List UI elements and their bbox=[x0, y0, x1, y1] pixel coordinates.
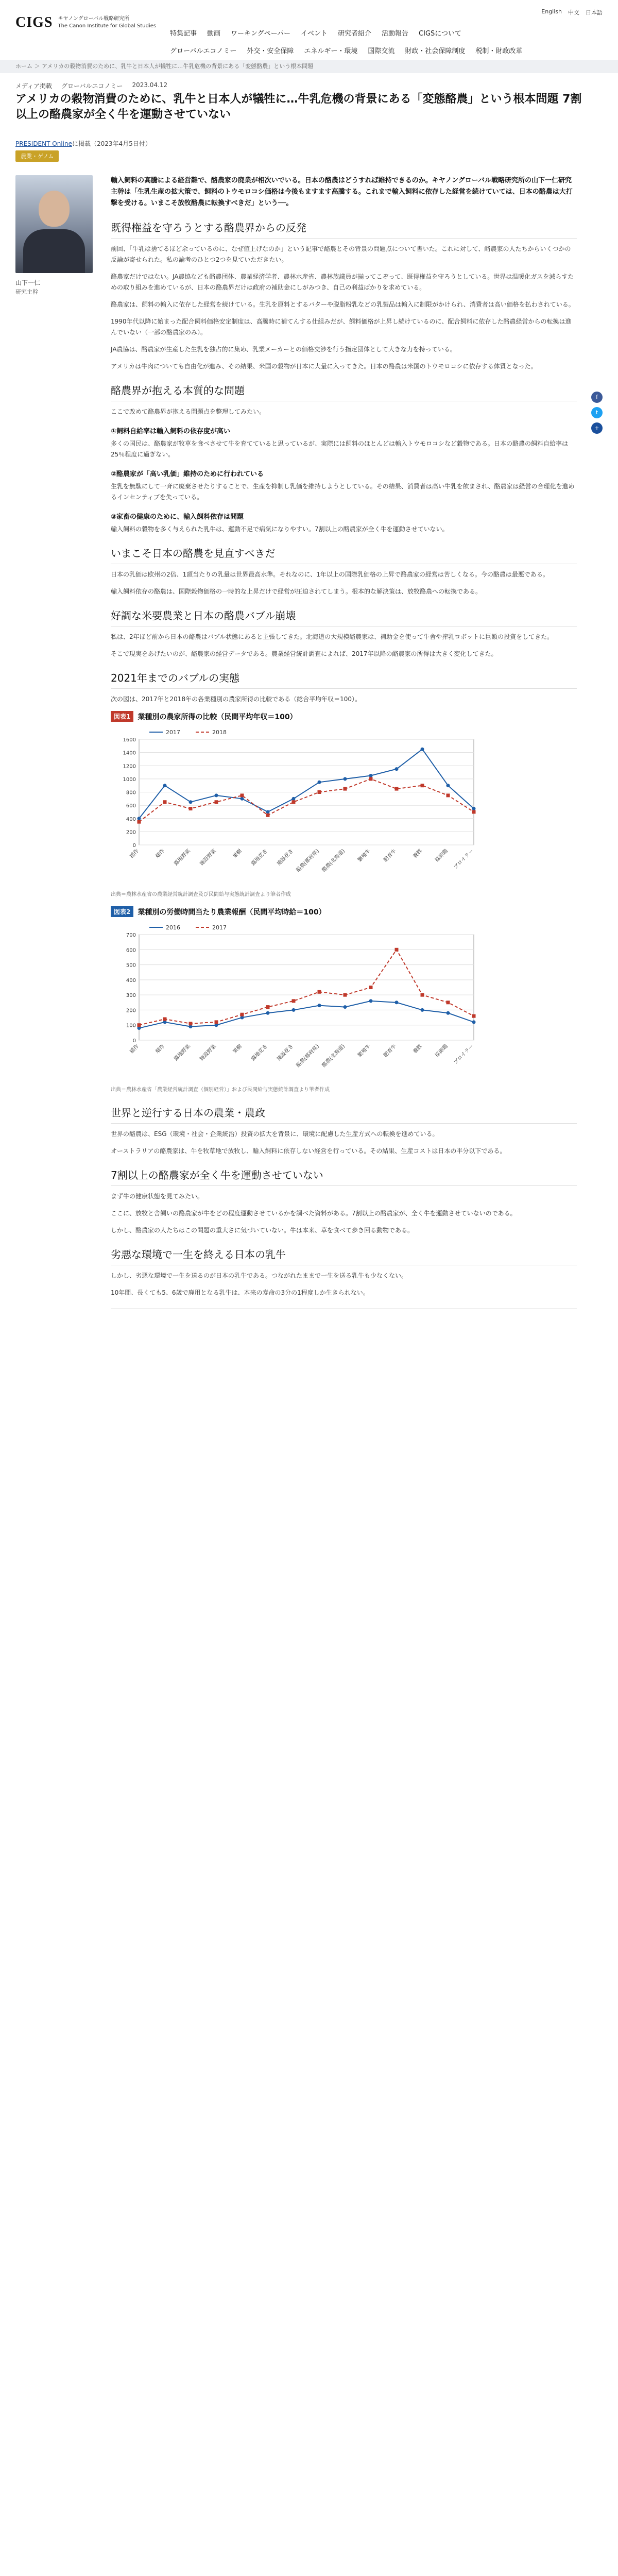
section-heading: 好調な米要農業と日本の酪農バブル崩壊 bbox=[111, 608, 577, 626]
chart-1-point bbox=[163, 784, 167, 787]
chart-1 bbox=[111, 711, 482, 899]
chart-1-xtick-label: 稲作 bbox=[129, 848, 141, 860]
chart-1-point bbox=[189, 807, 193, 810]
chart-2-xtick-label: 養豚 bbox=[412, 1043, 424, 1055]
chart-1-xtick-label: 施設花き bbox=[276, 848, 295, 867]
chart-1-point bbox=[266, 814, 270, 817]
language-switcher bbox=[541, 8, 603, 16]
chart-1-point bbox=[241, 797, 244, 801]
chart-1-point bbox=[292, 800, 296, 804]
chart-2-xtick-label: 酪農(都府県) bbox=[295, 1043, 321, 1069]
paragraph: 生乳を無駄にして一斉に廃棄させたりすることで、生産を抑制し乳価を維持しようとしている。その結果、消費者は高い牛乳を飲まされ、酪農家は経営の合理化を進めるインセンティブを失っている。 bbox=[111, 483, 575, 501]
chart-1-xtick-label: 施設野菜 bbox=[199, 848, 218, 867]
chart-1-point bbox=[215, 800, 218, 804]
chart-2-point bbox=[163, 1018, 167, 1021]
article-lead: 輸入飼料の高騰による経営難で、酪農家の廃業が相次いでいる。日本の酪農はどうすれば維持できるのか。キヤノングローバル戦略研究所の山下一仁研究主幹は「生乳生産の拡大策で、飼料のトウモロコシ価格は今後もますます高騰する。これまで輸入飼料に依存した経営を続けていては、日本の酪農は大打撃を受ける。いまこそ放牧酪農に転換すべきだ」という──。 bbox=[111, 177, 573, 207]
chart-2-point bbox=[395, 948, 399, 952]
paragraph: 前回、「牛乳は捨てるほど余っているのに、なぜ値上げなのか」という記事で酪農とその背景の問題点について書いた。これに対して、酪農家の人たちからいくつかの反論が寄せられた。私の論考のひとつ2つを見ていただきたい。 bbox=[111, 245, 571, 263]
paragraph: 世界の酪農は、ESG（環境・社会・企業統治）投資の拡大を背景に、環境に配慮した生産方式への転換を進めている。 bbox=[111, 1130, 439, 1138]
chart-1-point bbox=[241, 793, 244, 797]
logo-line-2: The Canon Institute for Global Studies bbox=[58, 23, 157, 29]
nav-reports[interactable]: 活動報告 bbox=[382, 30, 409, 38]
chart-2-point bbox=[292, 999, 296, 1003]
article-date: 2023.04.12 bbox=[132, 81, 168, 89]
site-header bbox=[0, 0, 618, 60]
article-subcategory[interactable]: グローバルエコノミー bbox=[61, 82, 123, 90]
chart-2-legend-label: 2016 bbox=[166, 924, 180, 931]
chart-1-point bbox=[472, 807, 476, 810]
chart-2-xtick-label: 酪農(北海道) bbox=[321, 1043, 347, 1069]
section-heading: 世界と逆行する日本の農業・農政 bbox=[111, 1106, 577, 1124]
chart-1-ytick-label: 200 bbox=[126, 829, 136, 836]
section-heading: 2021年までのバブルの実態 bbox=[111, 671, 577, 689]
chart-1-xtick-label: 酪農(北海道) bbox=[321, 848, 347, 874]
chart-2-legend-label: 2017 bbox=[212, 924, 227, 931]
source-rest: に掲載（2023年4月5日付） bbox=[72, 140, 151, 147]
twitter-icon[interactable]: t bbox=[591, 407, 603, 418]
chart-2-point bbox=[472, 1014, 476, 1018]
chart-2-point bbox=[241, 1013, 244, 1016]
chart-2-point bbox=[138, 1023, 141, 1027]
nav-diplomacy[interactable]: 外交・安全保障 bbox=[247, 47, 294, 55]
chart-2-xtick-label: 肥育牛 bbox=[383, 1043, 398, 1059]
article-body bbox=[111, 175, 577, 1309]
paragraph: 輸入飼料依存の酪農は、国際穀物価格の一時的な上昇だけで経営が圧迫されてしまう。根本的な解決策は、放牧酪農への転換である。 bbox=[111, 588, 482, 595]
paragraph: そこで現実をあげたいのが、酪農家の経営データである。農業経営統計調査によれば、2017年以降の酪農家の所得は大きく変化してきた。 bbox=[111, 650, 497, 657]
chart-2-point bbox=[447, 1011, 450, 1015]
paragraph: 酪農家は、飼料の輸入に依存した経営を続けている。生乳を原料とするバターや脱脂粉乳などの乳製品は輸入に制限がかけられ、消費者は高い価格を払わされている。 bbox=[111, 301, 575, 308]
breadcrumb bbox=[0, 60, 618, 73]
chart-1-xtick-label: ブロイラー bbox=[453, 848, 475, 871]
topic-nav bbox=[170, 45, 522, 55]
chart-1-ytick-label: 400 bbox=[126, 816, 136, 822]
nav-tax[interactable]: 税制・財政改革 bbox=[475, 47, 523, 55]
chart-1-point bbox=[163, 800, 167, 804]
chart-2-badge: 図表2 bbox=[111, 906, 133, 917]
chart-1-point bbox=[447, 793, 450, 797]
author-photo bbox=[15, 175, 93, 273]
paragraph: 日本の乳価は欧州の2倍、1頭当たりの乳量は世界最高水準。それなのに、1年以上の国際乳価格の上昇で酪農家の経営は苦しくなる。今の酪農は最悪である。 bbox=[111, 571, 549, 578]
logo-mark: CIGS bbox=[15, 14, 53, 30]
chart-2-label bbox=[111, 906, 482, 917]
chart-1-point bbox=[215, 793, 218, 797]
nav-social-security[interactable]: 財政・社会保障制度 bbox=[405, 47, 466, 55]
chart-1-label bbox=[111, 711, 482, 722]
chart-1-point bbox=[189, 800, 193, 804]
chart-1-ytick-label: 1000 bbox=[123, 776, 136, 783]
lang-chinese[interactable]: 中文 bbox=[568, 9, 579, 16]
logo-text bbox=[58, 15, 156, 30]
chart-1-point bbox=[421, 748, 424, 751]
chart-2-point bbox=[318, 1004, 321, 1007]
chart-2-point bbox=[421, 993, 424, 997]
paragraph: しかし、劣悪な環境で一生を送るのが日本の乳牛である。つながれたままで一生を送る乳牛も少なくない。 bbox=[111, 1272, 408, 1279]
paragraph: 1990年代以降に始まった配合飼料価格安定制度は、高騰時に補てんする仕組みだが、飼料価格が上昇し続けているのに、配合飼料に依存した酪農経営からの転換は進んでいない（一部の酪農家のみ）。 bbox=[111, 318, 572, 336]
chart-1-point bbox=[395, 767, 399, 771]
paragraph: 私は、2年ほど前から日本の酪農はバブル状態にあると主張してきた。北海道の大規模酪農家は、補助金を使って牛舎や搾乳ロボットに巨額の投資をしてきた。 bbox=[111, 633, 554, 640]
breadcrumb-text[interactable]: ホーム ＞ アメリカの穀物消費のために、乳牛と日本人が犠牲に…牛乳危機の背景にある「変態酪農」という根本問題 bbox=[15, 63, 314, 70]
chart-2-point bbox=[421, 1008, 424, 1012]
chart-2-ytick-label: 300 bbox=[126, 993, 136, 999]
chart-2-title: 業種別の労働時間当たり農業報酬（民間平均時給＝100） bbox=[138, 908, 326, 917]
chart-1-ytick-label: 0 bbox=[132, 843, 136, 849]
chart-2-point bbox=[395, 1001, 399, 1004]
nav-international[interactable]: 国際交流 bbox=[368, 47, 395, 55]
chart-2-xtick-label: 採卵鶏 bbox=[434, 1043, 450, 1059]
chart-1-point bbox=[369, 777, 373, 781]
chart-1-point bbox=[472, 810, 476, 814]
chart-2-source: 出典＝農林水産省「農業経営統計調査（個別経営）」および民間給与実態統計調査より筆者作成 bbox=[111, 1087, 330, 1093]
chart-2-ytick-label: 500 bbox=[126, 962, 136, 969]
chart-1-xtick-label: 露地野菜 bbox=[173, 848, 192, 867]
chart-2-ytick-label: 400 bbox=[126, 977, 136, 984]
chart-2-ytick-label: 700 bbox=[126, 933, 136, 938]
nav-video[interactable]: 動画 bbox=[207, 30, 221, 38]
chart-2-point bbox=[369, 986, 373, 989]
chart-1-point bbox=[138, 820, 141, 824]
chart-2-point bbox=[369, 999, 373, 1003]
chart-1-point bbox=[318, 790, 321, 794]
chart-2-point bbox=[189, 1022, 193, 1025]
nav-working-paper[interactable]: ワーキングペーパー bbox=[231, 30, 290, 38]
paragraph: ここに、放牧と舎飼いの酪農家が牛をどの程度運動させているかを調べた資料がある。7割以上の酪農家が、全く牛を運動させていないのである。 bbox=[111, 1210, 517, 1217]
chart-1-point bbox=[138, 817, 141, 820]
chart-1-ytick-label: 800 bbox=[126, 790, 136, 796]
subheading: ③家畜の健康のために、輸入飼料依存は問題 bbox=[111, 513, 244, 521]
chart-2-xtick-label: 稲作 bbox=[129, 1043, 141, 1055]
chart-1-source: 出典＝農林水産省の農業経営統計調査及び民間給与実態統計調査より筆者作成 bbox=[111, 892, 291, 897]
share-bar bbox=[591, 392, 603, 434]
chart-1-xtick-label: 養豚 bbox=[412, 848, 424, 860]
paragraph: JA農協は、酪農家が生産した生乳を独占的に集め、乳業メーカーとの価格交渉を行う指定団体として大きな力を持っている。 bbox=[111, 346, 456, 353]
chart-2-xtick-label: 施設野菜 bbox=[199, 1043, 218, 1062]
paragraph: 酪農家だけではない。JA農協なども酪農団体、農業経済学者、農林水産省、農林族議員が揃ってこぞって、既得権益を守ろうとしている。世界は温暖化ガスを減らすための取り組みを進めているが、日本の酪農界だけは政府の補助金にしがみつき、自己の利益ばかりを求めている。 bbox=[111, 273, 574, 291]
chart-2-point bbox=[344, 993, 347, 997]
chart-2-ytick-label: 600 bbox=[126, 947, 136, 954]
lang-japanese[interactable]: 日本語 bbox=[586, 9, 603, 16]
chart-2-point bbox=[266, 1011, 270, 1015]
chart-2-point bbox=[447, 1001, 450, 1004]
chart-1-title: 業種別の農家所得の比較（民間平均年収＝100） bbox=[138, 713, 297, 721]
paragraph: 10年間、長くても5、6歳で廃用となる乳牛は、本来の寿命の3分の1程度しか生きられない。 bbox=[111, 1289, 369, 1296]
paragraph: まず牛の健康状態を見てみたい。 bbox=[111, 1193, 204, 1200]
chart-2-point bbox=[292, 1008, 296, 1012]
chart-1-legend-label: 2017 bbox=[166, 729, 180, 736]
section-heading: 7割以上の酪農家が全く牛を運動させていない bbox=[111, 1168, 577, 1186]
section-heading: いまこそ日本の酪農を見直すべきだ bbox=[111, 546, 577, 564]
page-title: アメリカの穀物消費のために、乳牛と日本人が犠牲に…牛乳危機の背景にある「変態酪農」という根本問題 7割以上の酪農家が全く牛を運動させていない bbox=[15, 93, 582, 121]
section-heading: 酪農界が抱える本質的な問題 bbox=[111, 383, 577, 401]
paragraph: ここで改めて酪農界が抱える問題点を整理してみたい。 bbox=[111, 408, 266, 415]
chart-2-ytick-label: 200 bbox=[126, 1008, 136, 1014]
chart-1-xtick-label: 繁殖牛 bbox=[357, 848, 372, 863]
chart-1-point bbox=[369, 774, 373, 777]
paragraph: 輸入飼料の穀物を多く与えられた乳牛は、運動不足で病気になりやすい。7割以上の酪農家が全く牛を運動させていない。 bbox=[111, 526, 449, 533]
topic-tag[interactable]: 農業・ゲノム bbox=[15, 150, 59, 162]
paragraph: 多くの国民は、酪農家が牧草を食べさせて牛を育てていると思っているが、実際には飼料のほとんどは輸入トウモロコシなど穀物である。日本の酪農の飼料自給率は25％程度に過ぎない。 bbox=[111, 440, 569, 458]
chart-1-ytick-label: 600 bbox=[126, 803, 136, 809]
chart-1-point bbox=[447, 784, 450, 787]
author-name[interactable]: 山下一仁 bbox=[15, 279, 41, 286]
chart-2-ytick-label: 0 bbox=[132, 1038, 136, 1044]
chart-1-legend bbox=[149, 729, 227, 736]
chart-1-xtick-label: 酪農(都府県) bbox=[295, 848, 321, 874]
paragraph: 次の図は、2017年と2018年の各業種別の農家所得の比較である（総合平均年収＝100）。 bbox=[111, 696, 361, 703]
chart-2-svg bbox=[111, 919, 482, 1084]
chart-1-xtick-label: 畑作 bbox=[154, 848, 166, 860]
author-role: 研究主幹 bbox=[15, 289, 38, 295]
article-category[interactable]: メディア掲載 bbox=[15, 82, 53, 90]
source-link[interactable]: PRESIDENT Online bbox=[15, 140, 72, 147]
nav-energy[interactable]: エネルギー・環境 bbox=[304, 47, 358, 55]
section-heading: 劣悪な環境で一生を終える日本の乳牛 bbox=[111, 1247, 577, 1265]
nav-featured[interactable]: 特集記事 bbox=[170, 30, 197, 38]
chart-1-point bbox=[395, 787, 399, 791]
chart-1-point bbox=[266, 810, 270, 814]
facebook-icon[interactable]: f bbox=[591, 392, 603, 403]
primary-nav bbox=[170, 28, 461, 38]
site-logo[interactable] bbox=[15, 14, 156, 31]
nav-about[interactable]: CIGSについて bbox=[419, 30, 462, 38]
subheading: ①飼料自給率は輸入飼料の依存度が高い bbox=[111, 428, 231, 435]
article-source bbox=[15, 139, 151, 148]
chart-2-point bbox=[266, 1005, 270, 1009]
chart-1-xtick-label: 露地花き bbox=[250, 848, 269, 867]
chart-2 bbox=[111, 906, 482, 1094]
article-meta bbox=[15, 81, 167, 90]
chart-2-point bbox=[215, 1020, 218, 1024]
nav-researchers[interactable]: 研究者紹介 bbox=[338, 30, 372, 38]
author-photo-suit bbox=[23, 229, 85, 273]
chart-2-xtick-label: 施設花き bbox=[276, 1043, 295, 1062]
chart-1-ytick-label: 1400 bbox=[123, 750, 136, 756]
chart-2-ytick-label: 100 bbox=[126, 1023, 136, 1029]
chart-1-ytick-label: 1600 bbox=[123, 737, 136, 743]
chart-1-point bbox=[344, 787, 347, 791]
chart-2-xtick-label: 露地野菜 bbox=[173, 1043, 192, 1062]
chart-1-svg bbox=[111, 724, 482, 889]
section-heading: 既得権益を守ろうとする酪農界からの反発 bbox=[111, 221, 577, 239]
paragraph: しかし、酪農家の人たちはこの問題の重大さに気づいていない。牛は本来、草を食べて歩き回る動物である。 bbox=[111, 1227, 414, 1234]
chart-2-point bbox=[344, 1005, 347, 1009]
chart-1-point bbox=[421, 784, 424, 787]
chart-2-point bbox=[318, 990, 321, 994]
chart-2-xtick-label: 繁殖牛 bbox=[357, 1043, 372, 1059]
chart-1-badge: 図表1 bbox=[111, 711, 133, 722]
chart-2-xtick-label: 露地花き bbox=[250, 1043, 269, 1062]
chart-2-legend bbox=[149, 924, 227, 931]
chart-1-point bbox=[318, 781, 321, 784]
logo-line-1: キヤノングローバル戦略研究所 bbox=[58, 16, 130, 22]
chart-1-legend-label: 2018 bbox=[212, 729, 227, 736]
chart-1-point bbox=[344, 777, 347, 781]
nav-global-economy[interactable]: グローバルエコノミー bbox=[170, 47, 237, 55]
share-icon[interactable]: + bbox=[591, 422, 603, 434]
chart-2-xtick-label: ブロイラー bbox=[453, 1043, 475, 1066]
chart-1-xtick-label: 果樹 bbox=[232, 848, 244, 860]
lang-english[interactable]: English bbox=[541, 8, 562, 15]
chart-2-point bbox=[472, 1020, 476, 1024]
chart-1-point bbox=[292, 797, 296, 801]
chart-1-xtick-label: 肥育牛 bbox=[383, 848, 398, 863]
paragraph: オーストラリアの酪農家は、牛を牧草地で放牧し、輸入飼料に依存しない経営を行っている。その結果、生産コストは日本の半分以下である。 bbox=[111, 1147, 506, 1155]
chart-2-xtick-label: 果樹 bbox=[232, 1043, 244, 1055]
chart-1-ytick-label: 1200 bbox=[123, 764, 136, 770]
subheading: ②酪農家が「高い乳価」維持のために行われている bbox=[111, 470, 264, 478]
author-photo-face bbox=[39, 191, 70, 227]
nav-events[interactable]: イベント bbox=[301, 30, 328, 38]
chart-1-xtick-label: 採卵鶏 bbox=[434, 848, 450, 863]
chart-2-xtick-label: 畑作 bbox=[154, 1043, 166, 1055]
paragraph: アメリカは牛肉についても自由化が進み、その結果、米国の穀物が日本に大量に入ってきた。日本の酪農は米国のトウモロコシに依存する体質となった。 bbox=[111, 363, 537, 370]
